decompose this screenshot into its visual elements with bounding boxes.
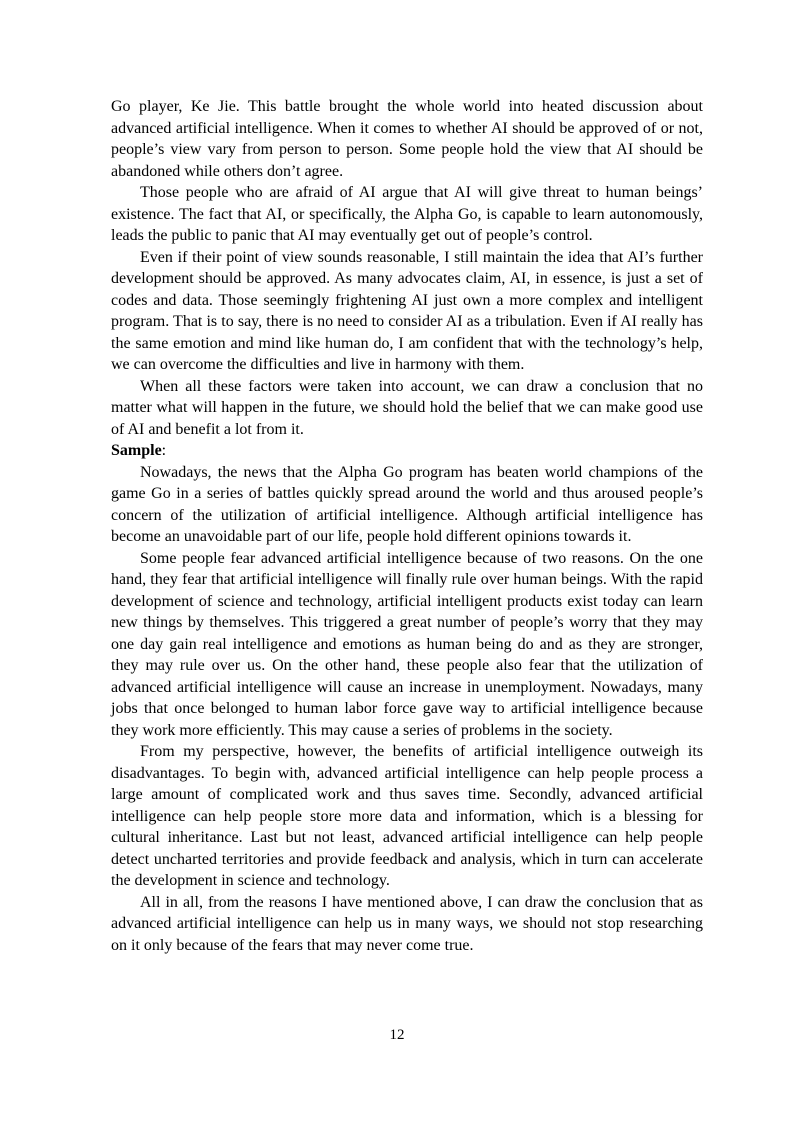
- paragraph: All in all, from the reasons I have mentioned above, I can draw the conclusion that as advanced artificial intelligence can help us in many ways, we should not stop researching on it only because of the fears that may never come true.: [111, 893, 703, 954]
- page-number: 12: [389, 1027, 405, 1043]
- paragraph: Nowadays, the news that the Alpha Go program has beaten world champions of the game Go in a series of battles quickly spread around the world and thus aroused people’s concern of the utilization of artificial intelligence. Although artificial intelligence has become an unavoidable part of our life, people hold different opinions towards it.: [111, 463, 703, 545]
- paragraph: Some people fear advanced artificial intelligence because of two reasons. On the one hand, they fear that artificial intelligence will finally rule over human beings. With the rapid development of science and technology, artificial intelligent products exist today can learn new things by themselves. This triggered a great number of people’s worry that they may one day gain real intelligence and emotions as human being do and as they are stronger, they may rule over us. On the other hand, these people also fear that the utilization of advanced artificial intelligence will cause an increase in unemployment. Nowadays, many jobs that once belonged to human labor force gave way to artificial intelligence because they work more efficiently. This may cause a series of problems in the society.: [111, 549, 703, 739]
- sample-heading: [111, 440, 703, 462]
- paragraph: Even if their point of view sounds reasonable, I still maintain the idea that AI’s further development should be approved. As many advocates claim, AI, in essence, is just a set of codes and data. Those seemingly frightening AI just own a more complex and intelligent program. That is to say, there is no need to consider AI as a tribulation. Even if AI really has the same emotion and mind like human do, I am confident that with the technology’s help, we can overcome the difficulties and live in harmony with them.: [111, 248, 703, 373]
- essay-body: [111, 96, 703, 956]
- paragraph: When all these factors were taken into account, we can draw a conclusion that no matter what will happen in the future, we should hold the belief that we can make good use of AI and benefit a lot from it.: [111, 377, 703, 438]
- sample-heading-label: Sample: [111, 442, 162, 459]
- paragraph: From my perspective, however, the benefits of artificial intelligence outweigh its disadvantages. To begin with, advanced artificial intelligence can help people process a large amount of complicated work and thus saves time. Secondly, advanced artificial intelligence can help people store more data and information, which is a blessing for cultural inheritance. Last but not least, advanced artificial intelligence can help people detect uncharted territories and provide feedback and analysis, which in turn can accelerate the development in science and technology.: [111, 743, 703, 889]
- paragraph-continuation: Go player, Ke Jie. This battle brought the whole world into heated discussion about advanced artificial intelligence. When it comes to whether AI should be approved of or not, people’s view vary from person to person. Some people hold the view that AI should be abandoned while others don’t agree.: [111, 98, 703, 180]
- paragraph: Those people who are afraid of AI argue that AI will give threat to human beings’ existence. The fact that AI, or specifically, the Alpha Go, is capable to learn autonomously, leads the public to panic that AI may eventually get out of people’s control.: [111, 184, 703, 244]
- sample-heading-colon: :: [161, 442, 167, 459]
